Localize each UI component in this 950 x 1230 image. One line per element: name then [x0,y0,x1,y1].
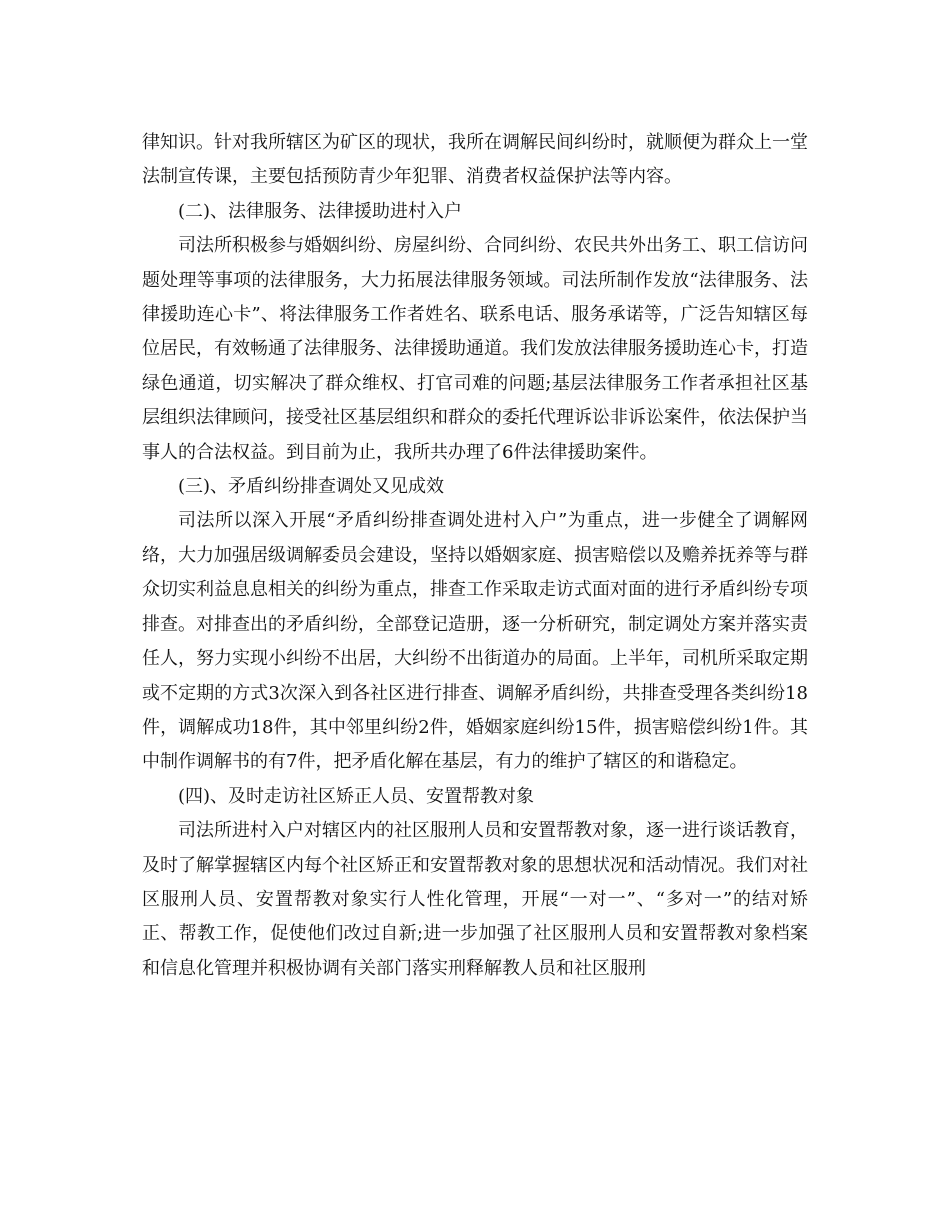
paragraph-dispute-mediation: 司法所以深入开展“矛盾纠纷排查调处进村入户”为重点，进一步健全了调解网络，大力加强居级调解委员会建设，坚持以婚姻家庭、损害赔偿以及赡养抚养等与群众切实利益息息相关的纠纷为重点，排查工作采取走访式面对面的进行矛盾纠纷专项排查。对排查出的矛盾纠纷，全部登记造册，逐一分析研究，制定调处方案并落实责任人，努力实现小纠纷不出居，大纠纷不出街道办的局面。上半年，司机所采取定期或不定期的方式3次深入到各社区进行排查、调解矛盾纠纷，共排查受理各类纠纷18件，调解成功18件，其中邻里纠纷2件，婚姻家庭纠纷15件，损害赔偿纠纷1件。其中制作调解书的有7件，把矛盾化解在基层，有力的维护了辖区的和谐稳定。 [142,510,808,773]
section-heading-3: (三)、矛盾纠纷排查调处又见成效 [178,476,445,498]
paragraph-continuation: 律知识。针对我所辖区为矿区的现状，我所在调解民间纠纷时，就顺便为群众上一堂法制宣传课，主要包括预防青少年犯罪、消费者权益保护法等内容。 [142,132,808,188]
document-body [142,126,808,986]
section-heading-4: (四)、及时走访社区矫正人员、安置帮教对象 [178,785,535,807]
section-heading-2: (二)、法律服务、法律援助进村入户 [178,200,463,222]
paragraph-legal-services: 司法所积极参与婚姻纠纷、房屋纠纷、合同纠纷、农民共外出务工、职工信访问题处理等事项的法律服务，大力拓展法律服务领域。司法所制作发放“法律服务、法律援助连心卡”、将法律服务工作者姓名、联系电话、服务承诺等，广泛告知辖区每位居民，有效畅通了法律服务、法律援助通道。我们发放法律服务援助连心卡，打造绿色通道，切实解决了群众维权、打官司难的问题;基层法律服务工作者承担社区基层组织法律顾问，接受社区基层组织和群众的委托代理诉讼非诉讼案件，依法保护当事人的合法权益。到目前为止，我所共办理了6件法律援助案件。 [142,235,808,463]
paragraph-community-correction: 司法所进村入户对辖区内的社区服刑人员和安置帮教对象，逐一进行谈话教育，及时了解掌握辖区内每个社区矫正和安置帮教对象的思想状况和活动情况。我们对社区服刑人员、安置帮教对象实行人性化管理，开展“一对一”、“多对一”的结对矫正、帮教工作，促使他们改过自新;进一步加强了社区服刑人员和安置帮教对象档案和信息化管理并积极协调有关部门落实刑释解教人员和社区服刑 [142,820,808,979]
